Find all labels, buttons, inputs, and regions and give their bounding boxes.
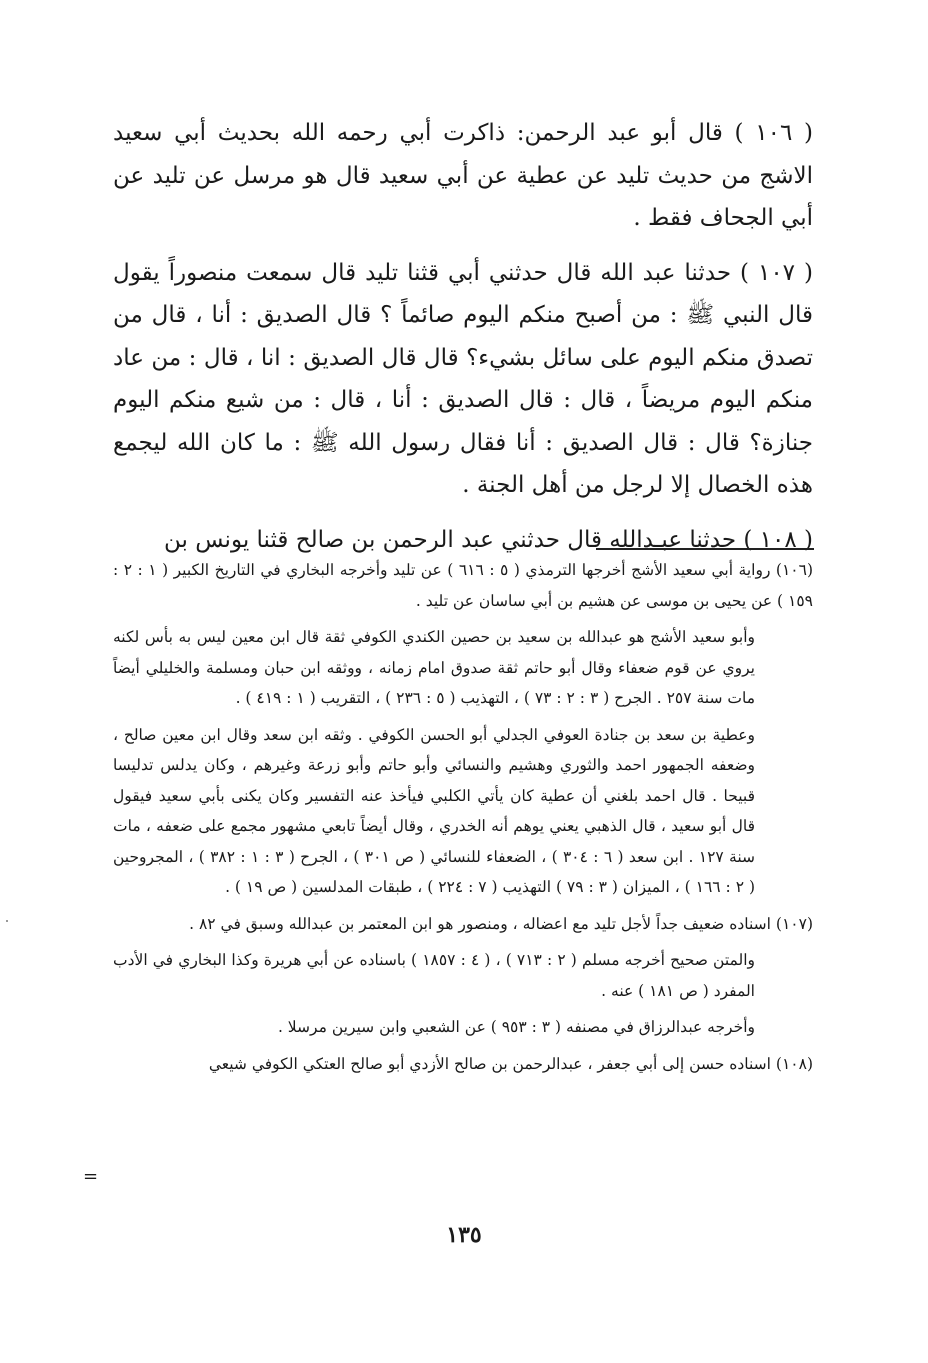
paragraph-108: ( ١٠٨ ) حدثنا عبـدالله قال حدثني عبد الرحمن بن صالح قثنا يونس بن <box>164 526 813 553</box>
footnote-106-narrator-atiyya: وعطية بن سعد بن جنادة العوفي الجدلي أبو الحسن الكوفي . وثقه ابن سعد وقال ابن معين صالح ، وضعفه الجمهور احمد والثوري وهشيم والنسائي وأبو حاتم وأبو زرعة وغيرهم ، وكان يدلس تدليسا قبيحا . قال احمد بلغني أن عطية كان يأتي الكلبي فيأخذ عنه التفسير وكان يكنى بأبي سعيد فيقول قال أبو سعيد ، قال الذهبي يعني يوهم أنه الخدري ، وقال أيضاً تابعي مشهور مجمع على ضعفه ، مات سنة ١٢٧ . ابن سعد ( ٦ : ٣٠٤ ) ، الضعفاء للنسائي ( ص ٣٠١ ) ، الجرح ( ٣ : ١ : ٣٨٢ ) ، المجروحين ( ٢ : ١٦٦ ) ، الميزان ( ٣ : ٧٩ ) التهذيب ( ٧ : ٢٢٤ ) ، طبقات المدلسين ( ص ١٩ ) . <box>113 725 756 896</box>
footnote-106: (١٠٦) رواية أبي سعيد الأشج أخرجها الترمذي ( ٥ : ٦١٦ ) عن تليد وأخرجه البخاري في التاريخ الكبير ( ١ : ٢ : ١٥٩ ) عن يحيى بن موسى عن هشيم بن أبي ساسان عن تليد . <box>113 561 814 610</box>
footnotes <box>113 555 813 1085</box>
footnote-107-abdurrazzaq: وأخرجه عبدالرزاق في مصنفه ( ٣ : ٩٥٣ ) عن الشعبي وابن سيرين مرسلا . <box>277 1018 755 1036</box>
footnote-107-matn: والمتن صحيح أخرجه مسلم ( ٢ : ٧١٣ ) ، ( ٤ : ١٨٥٧ ) باسناده عن أبي هريرة وكذا البخاري في الأدب المفرد ( ص ١٨١ ) عنه . <box>113 951 756 1000</box>
page-number: ١٣٥ <box>446 1222 482 1248</box>
footnote-106-narrator-ashaj: وأبو سعيد الأشج هو عبدالله بن سعيد بن حصين الكندي الكوفي ثقة قال ابن معين ليس به بأس لكنه يروي عن قوم ضعفاء وقال أبو حاتم ثقة صدوق امام زمانه ، ووثقه ابن حبان ومسلمة والخليلي أيضاً مات سنة ٢٥٧ . الجرح ( ٣ : ٢ : ٧٣ ) ، التهذيب ( ٥ : ٢٣٦ ) ، التقريب ( ١ : ٤١٩ ) . <box>113 628 755 707</box>
main-text <box>113 112 813 561</box>
margin-dot <box>6 920 8 922</box>
continuation-mark: = <box>83 1166 99 1187</box>
footnote-separator <box>596 548 814 550</box>
footnote-107: (١٠٧) اسناده ضعيف جداً لأجل تليد مع اعضاله ، ومنصور هو ابن المعتمر بن عبدالله وسبق في ٨٢ . <box>189 914 813 933</box>
paragraph-106: ( ١٠٦ ) قال أبو عبد الرحمن: ذاكرت أبي رحمه الله بحديث أبي سعيد الاشج من حديث تليد عن عطية عن أبي سعيد قال هو مرسل عن تليد عن أبي الجحاف فقط . <box>113 120 813 231</box>
paragraph-107: ( ١٠٧ ) حدثنا عبد الله قال حدثني أبي قثنا تليد قال سمعت منصوراً يقول قال النبي ﷺ : من أصبح منكم اليوم صائماً ؟ قال الصديق : أنا ، قال من تصدق منكم اليوم على سائل بشيء؟ قال قال الصديق : انا ، قال : من عاد منكم اليوم مريضاً ، قال : قال الصديق : أنا ، قال : من شيع منكم اليوم جنازة؟ قال : قال الصديق : أنا فقال رسول الله ﷺ : ما كان الله ليجمع هذه الخصال إلا لرجل من أهل الجنة . <box>113 259 813 498</box>
footnote-108: (١٠٨) اسناده حسن إلى أبي جعفر ، عبدالرحمن بن صالح الأزدي أبو صالح العتكي الكوفي شيعي <box>208 1054 813 1073</box>
